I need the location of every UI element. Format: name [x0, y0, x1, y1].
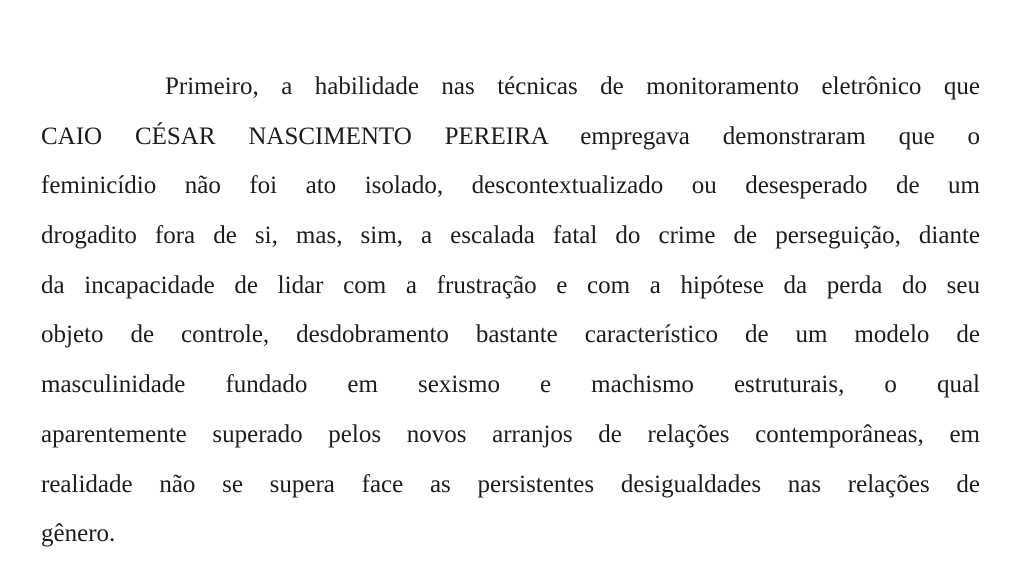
body-paragraph: [41, 62, 980, 559]
paragraph-line-9: realidade não se supera face as persistentes desigualdades nas relações de: [41, 470, 980, 498]
paragraph-line-4: drogadito fora de si, mas, sim, a escalada fatal do crime de perseguição, diante: [41, 222, 980, 250]
paragraph-line-10: gênero.: [41, 520, 116, 548]
paragraph-line-8: aparentemente superado pelos novos arranjos de relações contemporâneas, em: [41, 420, 980, 448]
paragraph-line-5: da incapacidade de lidar com a frustração e com a hipótese da perda do seu: [41, 271, 980, 299]
paragraph-line-6: objeto de controle, desdobramento bastante característico de um modelo de: [41, 321, 980, 349]
paragraph-line-1: Primeiro, a habilidade nas técnicas de monitoramento eletrônico que: [165, 73, 980, 100]
paragraph-line-2: CAIO CÉSAR NASCIMENTO PEREIRA empregava demonstraram que o: [41, 122, 980, 150]
paragraph-line-7: masculinidade fundado em sexismo e machismo estruturais, o qual: [41, 371, 980, 399]
paragraph-line-3: feminicídio não foi ato isolado, descontextualizado ou desesperado de um: [41, 172, 980, 200]
